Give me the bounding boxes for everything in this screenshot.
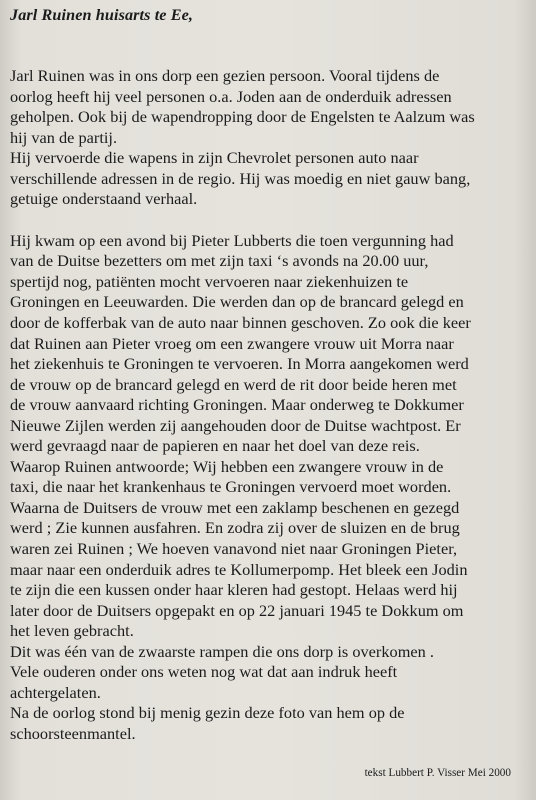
text-line: Dit was één van de zwaarste rampen die ons dorp is overkomen . [10, 641, 434, 661]
text-line: door de kofferbak van de auto naar binnen geschoven. Zo ook die keer [10, 313, 471, 333]
text-line: de vrouw aanvaard richting Groningen. Maar onderweg te Dokkumer [10, 395, 464, 415]
text-line: spertijd nog, patiënten mocht vervoeren naar ziekenhuizen te [10, 271, 409, 291]
text-line: Nieuwe Zijlen werden zij aangehouden door de Duitse wachtpost. Er [10, 415, 461, 435]
text-line: van de Duitse bezetters om met zijn taxi ‘s avonds na 20.00 uur, [10, 251, 429, 271]
text-line: waren zei Ruinen ; We hoeven vanavond niet naar Groningen Pieter, [10, 539, 458, 559]
text-line: Waarop Ruinen antwoorde; Wij hebben een zwangere vrouw in de [10, 456, 444, 476]
text-line: Jarl Ruinen was in ons dorp een gezien persoon. Vooral tijdens de [10, 66, 440, 85]
text-line: hij van de partij. [10, 127, 118, 147]
text-line: werd ; Zie kunnen ausfahren. En zodra zij over de sluizen en de brug [10, 518, 460, 538]
document-body [10, 66, 530, 745]
text-line: geholpen. Ook bij de wapendropping door de Engelsten te Aalzum was [10, 107, 475, 127]
document-title: Jarl Ruinen huisarts te Ee, [10, 6, 194, 24]
text-line: de vrouw op de brancard gelegd en werd de rit door beide heren met [10, 374, 457, 394]
text-line: achtergelaten. [10, 682, 101, 702]
text-line: getuige onderstaand verhaal. [10, 189, 198, 209]
text-line: Vele ouderen onder ons weten nog wat dat aan indruk heeft [10, 662, 398, 682]
text-line: dat Ruinen aan Pieter vroeg om een zwangere vrouw uit Morra naar [10, 333, 454, 353]
text-line: verschillende adressen in de regio. Hij was moedig en niet gauw bang, [10, 168, 471, 188]
author-credit: tekst Lubbert P. Visser Mei 2000 [364, 767, 511, 779]
text-line: later door de Duitsers opgepakt en op 22 januari 1945 te Dokkum om [10, 600, 464, 620]
text-line: het leven gebracht. [10, 621, 134, 641]
paragraph-2 [10, 231, 530, 745]
paragraph-1 [10, 66, 530, 210]
text-line: te zijn die een kussen onder haar kleren had gestopt. Helaas werd hij [10, 580, 458, 600]
text-line: schoorsteenmantel. [10, 723, 136, 743]
text-line: Na de oorlog stond bij menig gezin deze foto van hem op de [10, 703, 405, 723]
paragraph-spacer [10, 210, 530, 231]
text-line: oorlog heeft hij veel personen o.a. Joden aan de onderduik adressen [10, 86, 452, 106]
text-line: taxi, die naar het krankenhaus te Groningen vervoerd moet worden. [10, 477, 452, 497]
text-line: Groningen en Leeuwarden. Die werden dan op de brancard gelegd en [10, 292, 464, 312]
text-line: maar naar een onderduik adres te Kollumerpomp. Het bleek een Jodin [10, 559, 468, 579]
text-line: het ziekenhuis te Groningen te vervoeren. In Morra aangekomen werd [10, 354, 469, 374]
text-line: werd gevraagd naar de papieren en naar het doel van deze reis. [10, 436, 420, 456]
text-line: Waarna de Duitsers de vrouw met een zaklamp beschenen en gezegd [10, 497, 460, 517]
text-line: Hij kwam op een avond bij Pieter Lubberts die toen vergunning had [10, 230, 454, 250]
text-line: Hij vervoerde die wapens in zijn Chevrolet personen auto naar [10, 148, 419, 168]
